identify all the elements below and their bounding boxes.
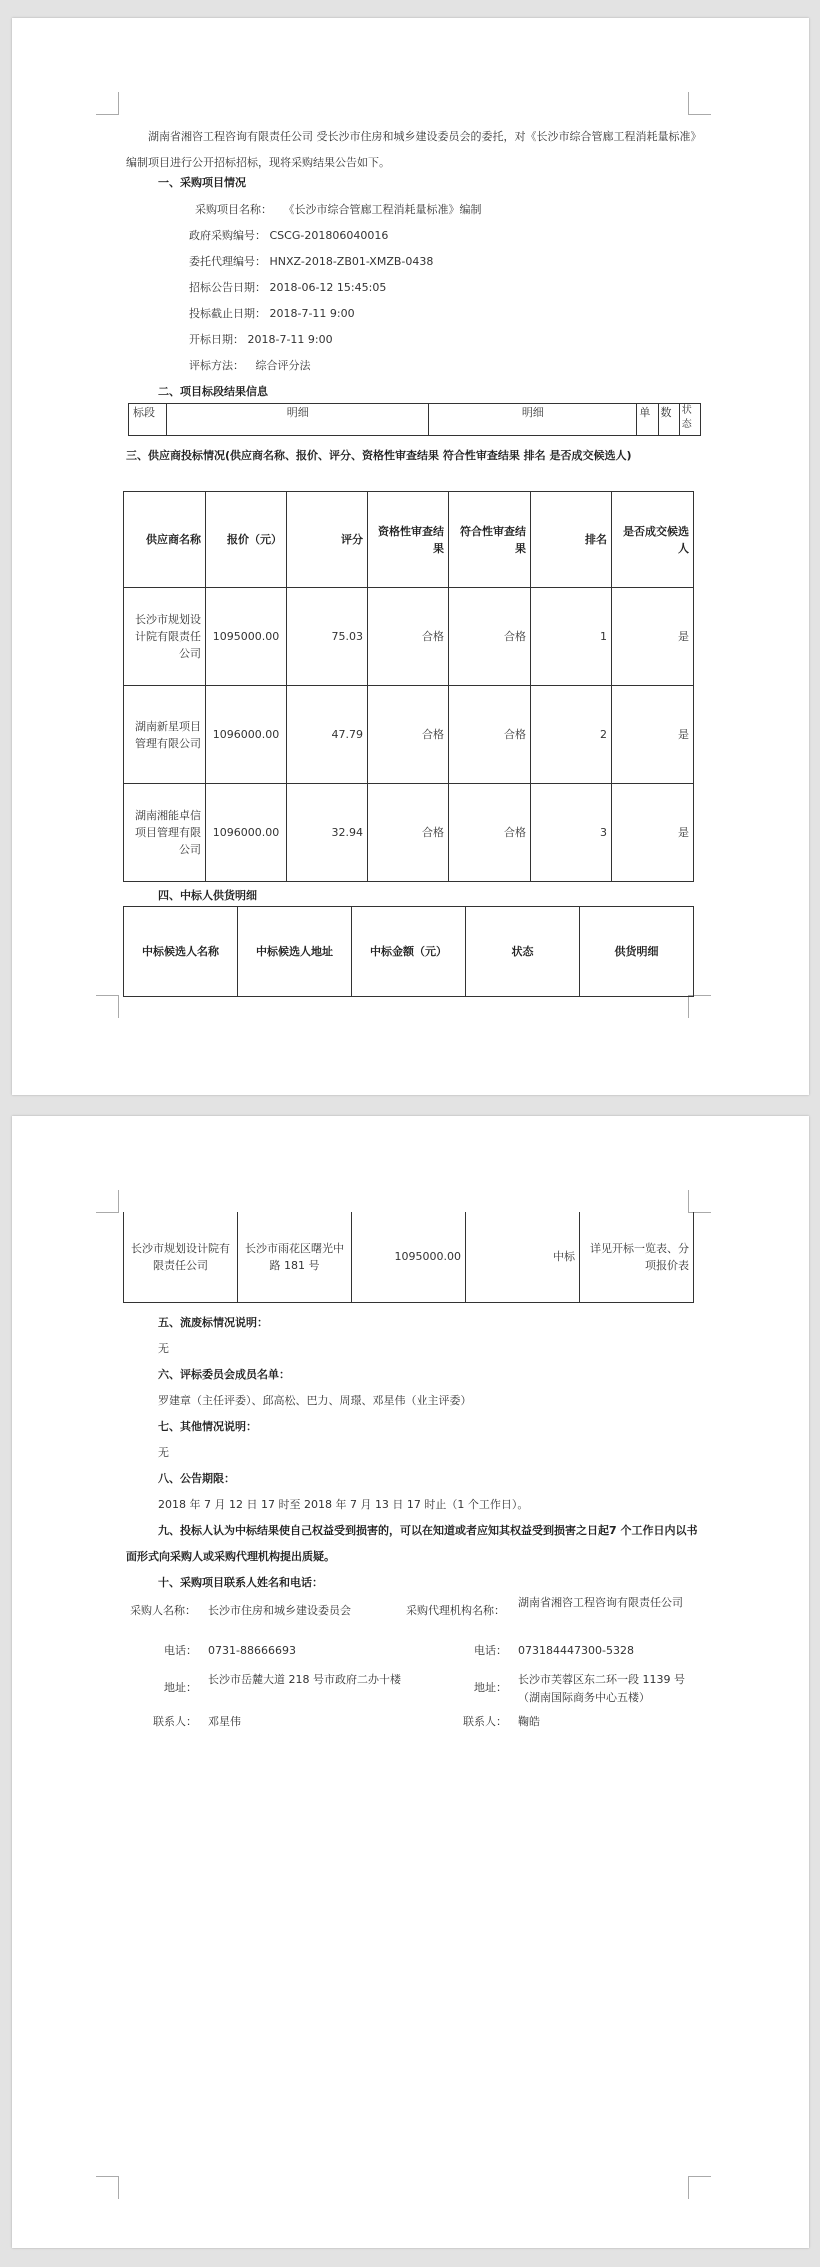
field-deadline bbox=[189, 306, 355, 322]
conformity-result: 合格 bbox=[449, 588, 531, 686]
agency-name-label: 采购代理机构名称： bbox=[406, 1604, 505, 1617]
document-page-1 bbox=[12, 18, 809, 1095]
col-header: 中标候选人名称 bbox=[124, 907, 238, 997]
bid-price: 1095000.00 bbox=[206, 588, 287, 686]
qualification-result: 合格 bbox=[368, 686, 449, 784]
qualification-result: 合格 bbox=[368, 784, 449, 882]
quantity-header: 数 bbox=[658, 404, 679, 436]
table-row bbox=[124, 1212, 694, 1302]
section-heading: 六、评标委员会成员名单： bbox=[158, 1368, 290, 1381]
bid-score: 47.79 bbox=[287, 686, 368, 784]
supply-table bbox=[123, 1212, 694, 1303]
bidder-name: 湖南湘能卓信项目管理有限公司 bbox=[124, 784, 206, 882]
table-row bbox=[124, 686, 694, 784]
margin-mark bbox=[688, 1190, 711, 1213]
document-page-2 bbox=[12, 1116, 809, 2248]
intro-paragraph: 湖南省湘咨工程咨询有限责任公司 受长沙市住房和城乡建设委员会的委托，对《长沙市综合管廊工程消耗量标准》编制项目进行公开招标招标，现将采购结果公告如下。 bbox=[126, 130, 702, 169]
award-status: 中标 bbox=[466, 1212, 580, 1302]
purchaser-phone: 0731-88666693 bbox=[208, 1644, 296, 1657]
section-heading: 一、采购项目情况 bbox=[158, 176, 246, 189]
unit-header: 单 bbox=[637, 404, 658, 436]
agency-contact: 鞠皓 bbox=[518, 1715, 540, 1728]
bid-price: 1096000.00 bbox=[206, 686, 287, 784]
section-body: 无 bbox=[158, 1342, 169, 1355]
field-announce-date bbox=[189, 280, 386, 296]
col-header: 中标候选人地址 bbox=[238, 907, 352, 997]
lot-result-table bbox=[128, 403, 701, 436]
purchaser-address-label: 地址： bbox=[164, 1681, 197, 1694]
col-header: 评分 bbox=[287, 492, 368, 588]
candidate-flag: 是 bbox=[612, 686, 694, 784]
committee-list: 罗建章（主任评委）、邱高松、巴力、周璟、邓星伟（业主评委） bbox=[158, 1394, 472, 1407]
winner-name: 长沙市规划设计院有限责任公司 bbox=[124, 1212, 238, 1302]
purchaser-name-label: 采购人名称： bbox=[130, 1604, 196, 1617]
status-header: 状态 bbox=[679, 404, 700, 436]
field-label: 委托代理编号： bbox=[189, 255, 266, 268]
col-header: 供货明细 bbox=[580, 907, 694, 997]
bid-price: 1096000.00 bbox=[206, 784, 287, 882]
margin-mark bbox=[688, 92, 711, 115]
conformity-result: 合格 bbox=[449, 784, 531, 882]
detail-header: 明细 bbox=[429, 404, 637, 436]
section-heading: 十、采购项目联系人姓名和电话： bbox=[158, 1576, 323, 1589]
section-heading: 二、项目标段结果信息 bbox=[158, 385, 268, 398]
agency-phone: 073184447300-5328 bbox=[518, 1644, 634, 1657]
winner-address: 长沙市雨花区曙光中路 181 号 bbox=[238, 1212, 352, 1302]
bidder-name: 湖南新星项目管理有限公司 bbox=[124, 686, 206, 784]
table-row bbox=[124, 588, 694, 686]
margin-mark bbox=[96, 1190, 119, 1213]
col-header: 报价（元） bbox=[206, 492, 287, 588]
field-agency-no bbox=[189, 254, 433, 270]
purchaser-contact-label: 联系人： bbox=[153, 1715, 197, 1728]
supply-table-header bbox=[123, 906, 694, 997]
detail-header: 明细 bbox=[167, 404, 429, 436]
conformity-result: 合格 bbox=[449, 686, 531, 784]
section-heading: 八、公告期限： bbox=[158, 1472, 235, 1485]
col-header: 是否成交候选人 bbox=[612, 492, 694, 588]
agency-contact-label: 联系人： bbox=[463, 1715, 507, 1728]
field-value: 2018-7-11 9:00 bbox=[247, 333, 333, 346]
margin-mark bbox=[96, 995, 119, 1018]
section-heading: 七、其他情况说明： bbox=[158, 1420, 257, 1433]
field-procurement-no bbox=[189, 228, 388, 244]
purchaser-name: 长沙市住房和城乡建设委员会 bbox=[208, 1604, 351, 1617]
col-header: 排名 bbox=[531, 492, 612, 588]
field-label: 招标公告日期： bbox=[189, 281, 266, 294]
col-header: 符合性审查结果 bbox=[449, 492, 531, 588]
agency-address: 长沙市芙蓉区东二环一段 1139 号（湖南国际商务中心五楼） bbox=[518, 1673, 685, 1704]
bid-rank: 1 bbox=[531, 588, 612, 686]
margin-mark bbox=[688, 2176, 711, 2199]
candidate-flag: 是 bbox=[612, 588, 694, 686]
field-value: HNXZ-2018-ZB01-XMZB-0438 bbox=[269, 255, 434, 268]
section-heading: 四、中标人供货明细 bbox=[158, 889, 257, 902]
field-value: 《长沙市综合管廊工程消耗量标准》编制 bbox=[283, 203, 482, 216]
purchaser-contact: 邓星伟 bbox=[208, 1715, 241, 1728]
field-label: 采购项目名称： bbox=[195, 203, 272, 216]
table-row bbox=[124, 784, 694, 882]
field-label: 评标方法： bbox=[189, 359, 244, 372]
col-header: 供应商名称 bbox=[124, 492, 206, 588]
field-eval-method bbox=[189, 358, 311, 374]
bidder-table bbox=[123, 491, 694, 882]
field-value: CSCG-201806040016 bbox=[269, 229, 389, 242]
field-label: 开标日期： bbox=[189, 333, 244, 346]
section-body: 无 bbox=[158, 1446, 169, 1459]
bidder-name: 长沙市规划设计院有限责任公司 bbox=[124, 588, 206, 686]
col-header: 资格性审查结果 bbox=[368, 492, 449, 588]
col-header: 中标金额（元） bbox=[352, 907, 466, 997]
margin-mark bbox=[96, 2176, 119, 2199]
field-label: 投标截止日期： bbox=[189, 307, 266, 320]
bid-rank: 3 bbox=[531, 784, 612, 882]
purchaser-address: 长沙市岳麓大道 218 号市政府二办十楼 bbox=[208, 1673, 401, 1686]
field-label: 政府采购编号： bbox=[189, 229, 266, 242]
purchaser-phone-label: 电话： bbox=[164, 1644, 197, 1657]
announcement-period: 2018 年 7 月 12 日 17 时至 2018 年 7 月 13 日 17 时止（1 个工作日）。 bbox=[158, 1498, 529, 1511]
field-value: 综合评分法 bbox=[255, 359, 311, 372]
qualification-result: 合格 bbox=[368, 588, 449, 686]
field-value: 2018-06-12 15:45:05 bbox=[269, 281, 387, 294]
margin-mark bbox=[688, 995, 711, 1018]
lot-header: 标段 bbox=[129, 404, 167, 436]
section-heading: 五、流废标情况说明： bbox=[158, 1316, 268, 1329]
bid-score: 32.94 bbox=[287, 784, 368, 882]
supply-detail: 详见开标一览表、分项报价表 bbox=[580, 1212, 694, 1302]
margin-mark bbox=[96, 92, 119, 115]
candidate-flag: 是 bbox=[612, 784, 694, 882]
field-opening-date bbox=[189, 332, 333, 348]
col-header: 状态 bbox=[466, 907, 580, 997]
bid-rank: 2 bbox=[531, 686, 612, 784]
winning-amount: 1095000.00 bbox=[352, 1212, 466, 1302]
section-heading: 九、投标人认为中标结果使自己权益受到损害的，可以在知道或者应知其权益受到损害之日起7 个工作日内以书面形式向采购人或采购代理机构提出质疑。 bbox=[126, 1524, 698, 1563]
bid-score: 75.03 bbox=[287, 588, 368, 686]
agency-phone-label: 电话： bbox=[474, 1644, 507, 1657]
agency-address-label: 地址： bbox=[474, 1681, 507, 1694]
agency-name: 湖南省湘咨工程咨询有限责任公司 bbox=[518, 1596, 683, 1609]
section-heading: 三、供应商投标情况(供应商名称、报价、评分、资格性审查结果 符合性审查结果 排名 是否成交候选人) bbox=[126, 449, 632, 462]
field-value: 2018-7-11 9:00 bbox=[269, 307, 355, 320]
field-project-name bbox=[195, 202, 482, 218]
